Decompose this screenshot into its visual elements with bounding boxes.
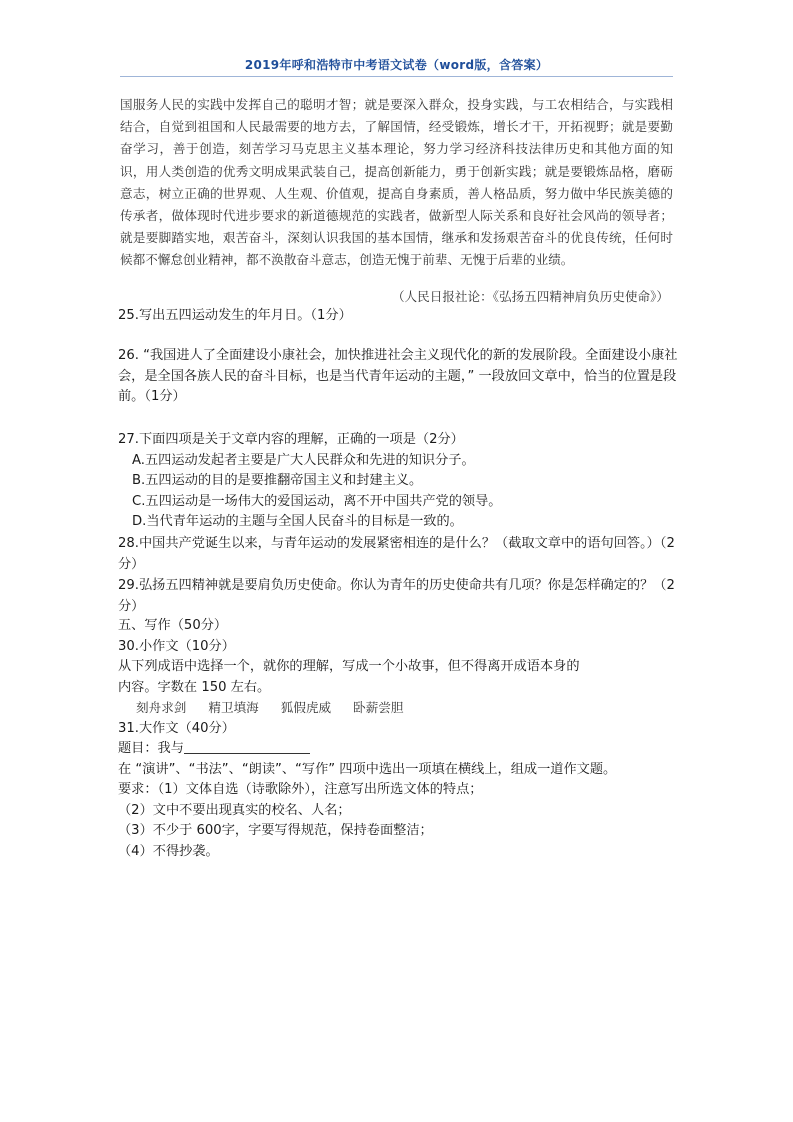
reading-passage	[120, 94, 673, 272]
passage-source: （人民日报社论：《弘扬五四精神肩负历史使命》）	[391, 289, 669, 304]
question-31-req4: （4）不得抄袭。	[118, 843, 219, 859]
question-27	[118, 430, 678, 533]
section-5-heading: 五、写作（50分）	[118, 618, 228, 633]
topic-blank-line	[184, 739, 310, 754]
question-27-option-c: C.五四运动是一场伟大的爱国运动，离不开中国共产党的领导。	[132, 493, 502, 509]
question-27-option-b: B.五四运动的目的是要推翻帝国主义和封建主义。	[132, 473, 423, 488]
question-27-stem: 27.下面四项是关于文章内容的理解，正确的一项是（2分）	[118, 432, 464, 447]
idiom-1: 刻舟求剑	[136, 700, 187, 715]
question-31-req2: （2）文中不要出现真实的校名、人名；	[118, 802, 351, 818]
question-31-title: 31.大作文（40分）	[118, 720, 235, 736]
idiom-list	[118, 698, 678, 719]
question-28-text: 28.中国共产党诞生以来，与青年运动的发展紧密相连的是什么？（截取文章中的语句回答。）（2分）	[118, 536, 675, 572]
question-30-line2: 内容。字数在 150 左右。	[118, 679, 271, 695]
question-28	[118, 534, 678, 575]
question-30-line1: 从下列成语中选择一个，就你的理解，写成一个小故事，但不得离开成语本身的	[118, 659, 580, 674]
question-26	[118, 346, 678, 408]
question-25	[118, 306, 678, 327]
question-25-text: 25.写出五四运动发生的年月日。（1分）	[118, 308, 352, 323]
passage-paragraph: 国服务人民的实践中发挥自己的聪明才智；就是要深入群众，投身实践，与工农相结合，与实践相结合，自觉到祖国和人民最需要的地方去，了解国情，经受锻炼，增长才干，开拓视野；就是要勤奋学习，善于创造，刻苦学习马克思主义基本理论，努力学习经济科技法律历史和其他方面的知识，用人类创造的优秀文明成果武装自己，提高创新能力，勇于创新实践；就是要锻炼品格，磨砺意志，树立正确的世界观、人生观、价值观，提高自身素质，善人格品质，努力做中华民族美德的传承者，做体现时代进步要求的新道德规范的实践者，做新型人际关系和良好社会风尚的领导者；就是要脚踏实地，艰苦奋斗，深刻认识我国的基本国情，继承和发扬艰苦奋斗的优良传统，任何时候都不懈怠创业精神，都不涣散奋斗意志，创造无愧于前辈、无愧于后辈的业绩。	[120, 97, 673, 268]
question-30-title: 30.小作文（10分）	[118, 638, 235, 654]
question-29-text: 29.弘扬五四精神就是要肩负历史使命。你认为青年的历史使命共有几项？你是怎样确定的？（2分）	[118, 578, 675, 614]
page-header-title: 2019年呼和浩特市中考语文试卷（word版，含答案）	[244, 58, 549, 72]
question-26-text: 26. “我国进人了全面建设小康社会，加快推进社会主义现代化的新的发展阶段。全面建设小康社会，是全国各族人民的奋斗目标，也是当代青年运动的主题，” 一段放回文章中，恰当的位置是段前。（1分）	[118, 348, 678, 404]
question-27-option-d: D.当代青年运动的主题与全国人民奋斗的目标是一致的。	[132, 514, 463, 529]
writing-section	[118, 616, 678, 862]
question-31-req3: （3）不少于 600字，字要写得规范，保持卷面整洁；	[118, 823, 433, 838]
question-27-option-a: A.五四运动发起者主要是广大人民群众和先进的知识分子。	[132, 452, 475, 468]
question-31-topic	[118, 739, 678, 760]
idiom-4: 卧薪尝胆	[353, 700, 404, 715]
header-divider	[120, 76, 673, 77]
question-29	[118, 576, 678, 617]
topic-prefix: 题目：我与	[118, 741, 184, 756]
question-31-instruction: 在 “演讲”、“书法”、“朗读”、“写作” 四项中选出一项填在横线上，组成一道作文题。	[118, 761, 617, 777]
question-31-req1: 要求：（1）文体自选（诗歌除外），注意写出所选文体的特点；	[118, 782, 483, 797]
idiom-3: 狐假虎威	[280, 700, 332, 715]
idiom-2: 精卫填海	[208, 700, 259, 715]
